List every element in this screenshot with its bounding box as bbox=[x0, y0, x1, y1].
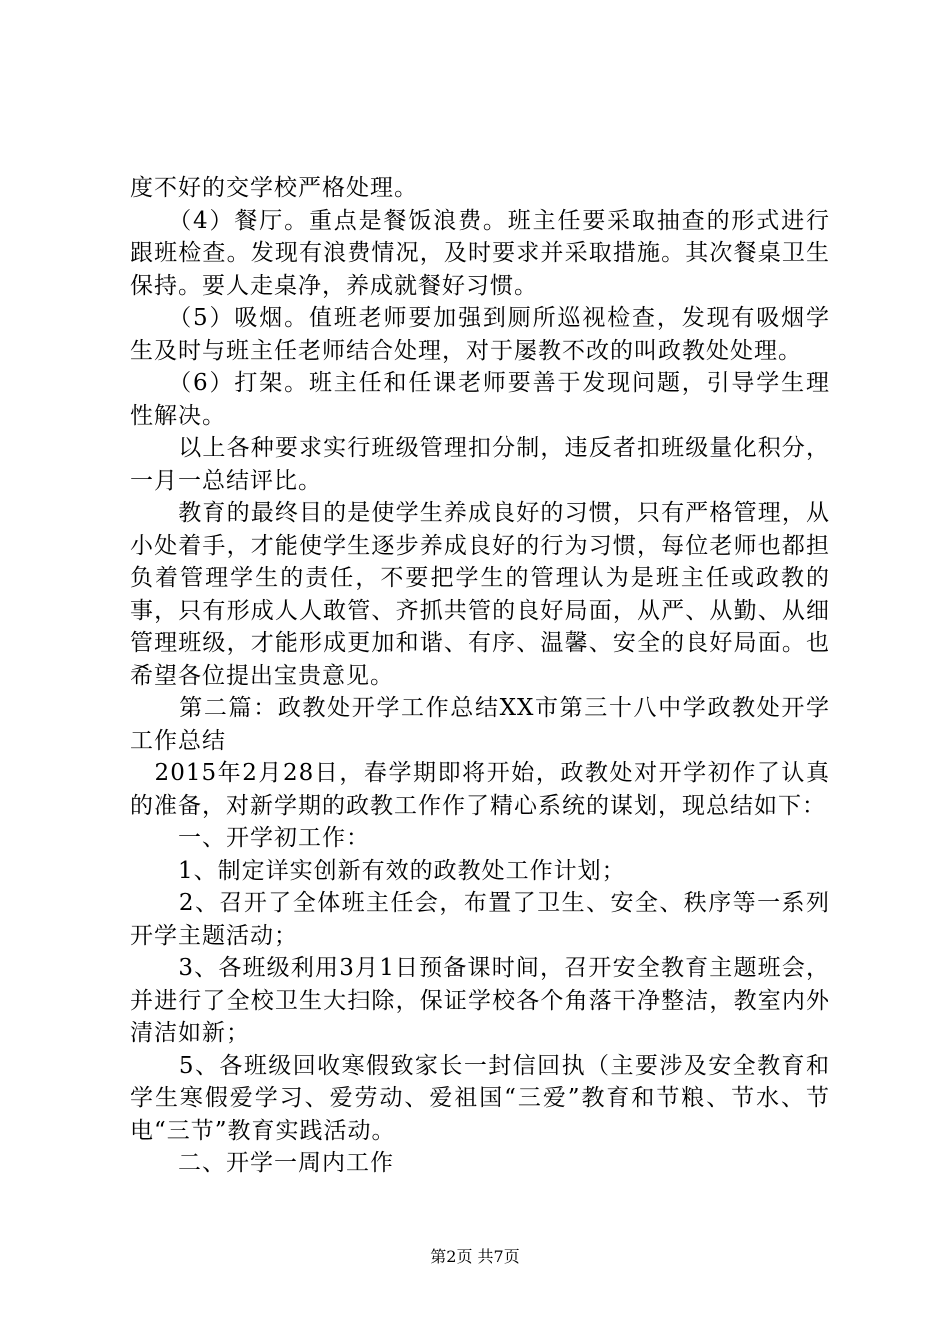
paragraph-2: （4）餐厅。重点是餐饭浪费。班主任要采取抽查的形式进行跟班检查。发现有浪费情况，及时要求并采取措施。其次餐桌卫生保持。要人走桌净，养成就餐好习惯。 bbox=[130, 207, 830, 299]
document-body bbox=[130, 172, 830, 1180]
page-number: 第2页 共7页 bbox=[430, 1247, 520, 1266]
paragraph-5: 以上各种要求实行班级管理扣分制，违反者扣班级量化积分，一月一总结评比。 bbox=[130, 435, 830, 494]
paragraph-7: 2015年2月28日，春学期即将开始，政教处对开学初作了认真的准备，对新学期的政教工作作了精心系统的谋划，现总结如下： bbox=[130, 760, 830, 819]
list-item-3: 3、各班级利用3月1日预备课时间，召开安全教育主题班会，并进行了全校卫生大扫除，保证学校各个角落干净整洁，教室内外清洁如新； bbox=[130, 955, 830, 1046]
subheading-2: 二、开学一周内工作 bbox=[130, 1150, 394, 1176]
subheading-1: 一、开学初工作： bbox=[130, 825, 370, 851]
paragraph-1: 度不好的交学校严格处理。 bbox=[130, 175, 418, 201]
paragraph-6: 教育的最终目的是使学生养成良好的习惯，只有严格管理，从小处着手，才能使学生逐步养成良好的行为习惯，每位老师也都担负着管理学生的责任，不要把学生的管理认为是班主任或政教的事，只有形成人人敢管、齐抓共管的良好局面，从严、从勤、从细管理班级，才能形成更加和谐、有序、温馨、安全的良好局面。也希望各位提出宝贵意见。 bbox=[130, 500, 830, 689]
list-item-1: 1、制定详实创新有效的政教处工作计划； bbox=[130, 857, 626, 884]
paragraph-4: （6）打架。班主任和任课老师要善于发现问题，引导学生理性解决。 bbox=[130, 370, 830, 429]
list-item-2: 2、召开了全体班主任会，布置了卫生、安全、秩序等一系列开学主题活动； bbox=[130, 890, 830, 949]
section-heading-2: 第二篇：政教处开学工作总结XX市第三十八中学政教处开学工作总结 bbox=[130, 695, 830, 754]
list-item-5: 5、各班级回收寒假致家长一封信回执（主要涉及安全教育和学生寒假爱学习、爱劳动、爱祖国“三爱”教育和节粮、节水、节电“三节”教育实践活动。 bbox=[130, 1052, 830, 1144]
paragraph-3: （5）吸烟。值班老师要加强到厕所巡视检查，发现有吸烟学生及时与班主任老师结合处理，对于屡教不改的叫政教处处理。 bbox=[130, 305, 830, 364]
